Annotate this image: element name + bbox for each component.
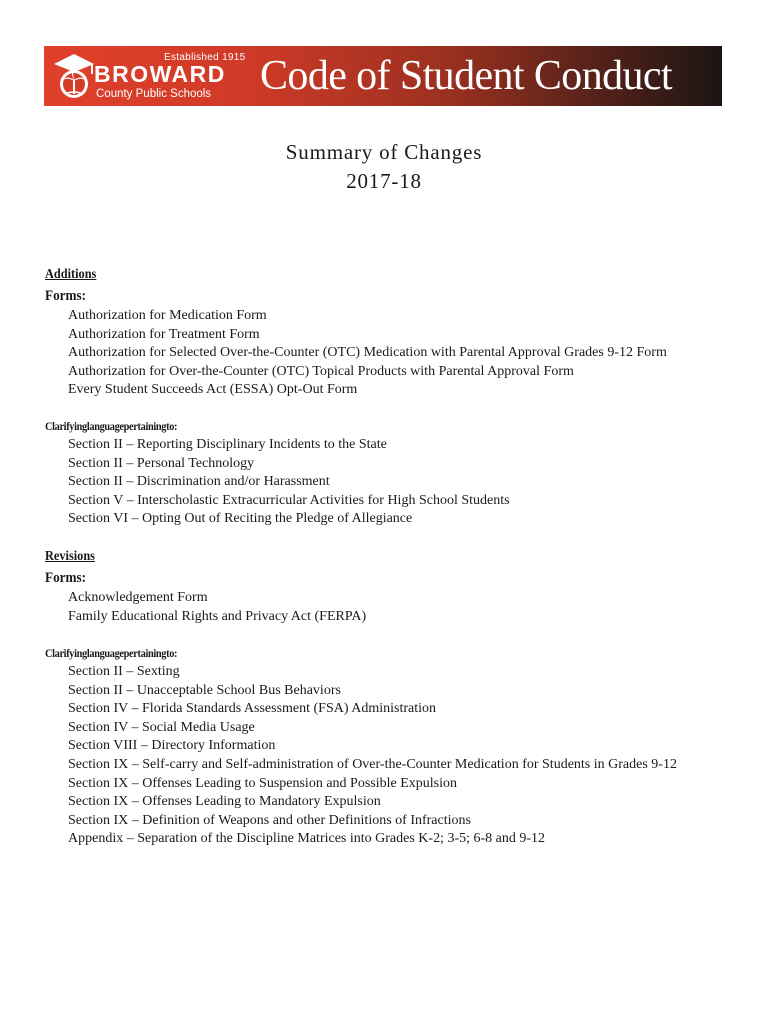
document-year: 2017-18 — [346, 169, 422, 193]
list-item: Section IX – Offenses Leading to Mandatory Expulsion — [68, 794, 381, 810]
logo-name-text: BROWARD — [94, 61, 226, 87]
list-item: Section II – Sexting — [68, 664, 180, 679]
list-item: Section IV – Social Media Usage — [68, 719, 255, 735]
school-logo-icon — [50, 50, 98, 102]
logo-established-text: Established 1915 — [164, 52, 246, 63]
list-item: Section II – Discrimination and/or Harassment — [68, 474, 330, 490]
additions-forms-list — [68, 307, 667, 400]
revisions-sections-list — [68, 663, 677, 849]
list-item: Section IX – Definition of Weapons and other Definitions of Infractions — [68, 812, 471, 828]
list-item: Authorization for Selected Over-the-Counter (OTC) Medication with Parental Approval Grades 9-12 Form — [68, 345, 667, 361]
logo-subtitle-text: County Public Schools — [96, 88, 212, 100]
document-title: Summary of Changes — [285, 140, 483, 164]
list-item: Authorization for Over-the-Counter (OTC) Topical Products with Parental Approval Form — [68, 363, 574, 379]
revisions-forms-label: Forms: — [45, 570, 87, 586]
list-item: Section V – Interscholastic Extracurricular Activities for High School Students — [68, 492, 510, 508]
additions-forms-label: Forms: — [45, 288, 87, 304]
list-item: Family Educational Rights and Privacy Act (FERPA) — [68, 608, 367, 624]
banner-title: Code of Student Conduct — [260, 53, 673, 99]
list-item: Section II – Personal Technology — [68, 455, 255, 471]
list-item: Appendix – Separation of the Discipline Matrices into Grades K-2; 3-5; 6-8 and 9-12 — [68, 831, 546, 847]
list-item: Section IV – Florida Standards Assessment (FSA) Administration — [68, 701, 437, 717]
header-banner — [44, 46, 722, 106]
additions-heading: Additions — [45, 267, 97, 282]
list-item: Every Student Succeeds Act (ESSA) Opt-Out Form — [68, 382, 358, 398]
list-item: Section VI – Opting Out of Reciting the Pledge of Allegiance — [68, 511, 413, 527]
list-item: Section II – Unacceptable School Bus Behaviors — [68, 682, 341, 698]
list-item: Section VIII – Directory Information — [68, 738, 276, 754]
list-item: Authorization for Medication Form — [68, 308, 267, 323]
list-item: Section II – Reporting Disciplinary Incidents to the State — [68, 437, 387, 452]
revisions-clarify-label: Clarifyinglanguagepertainingto: — [45, 646, 178, 660]
broward-logo — [44, 46, 244, 106]
additions-clarify-label: Clarifyinglanguagepertainingto: — [45, 419, 178, 433]
list-item: Section IX – Self-carry and Self-administration of Over-the-Counter Medication for Students in Grades 9-12 — [68, 756, 677, 772]
additions-sections-list — [68, 436, 510, 529]
revisions-heading: Revisions — [45, 549, 95, 564]
list-item: Section IX – Offenses Leading to Suspension and Possible Expulsion — [68, 775, 457, 791]
list-item: Authorization for Treatment Form — [68, 326, 260, 342]
list-item: Acknowledgement Form — [68, 590, 208, 605]
revisions-forms-list — [68, 589, 366, 626]
